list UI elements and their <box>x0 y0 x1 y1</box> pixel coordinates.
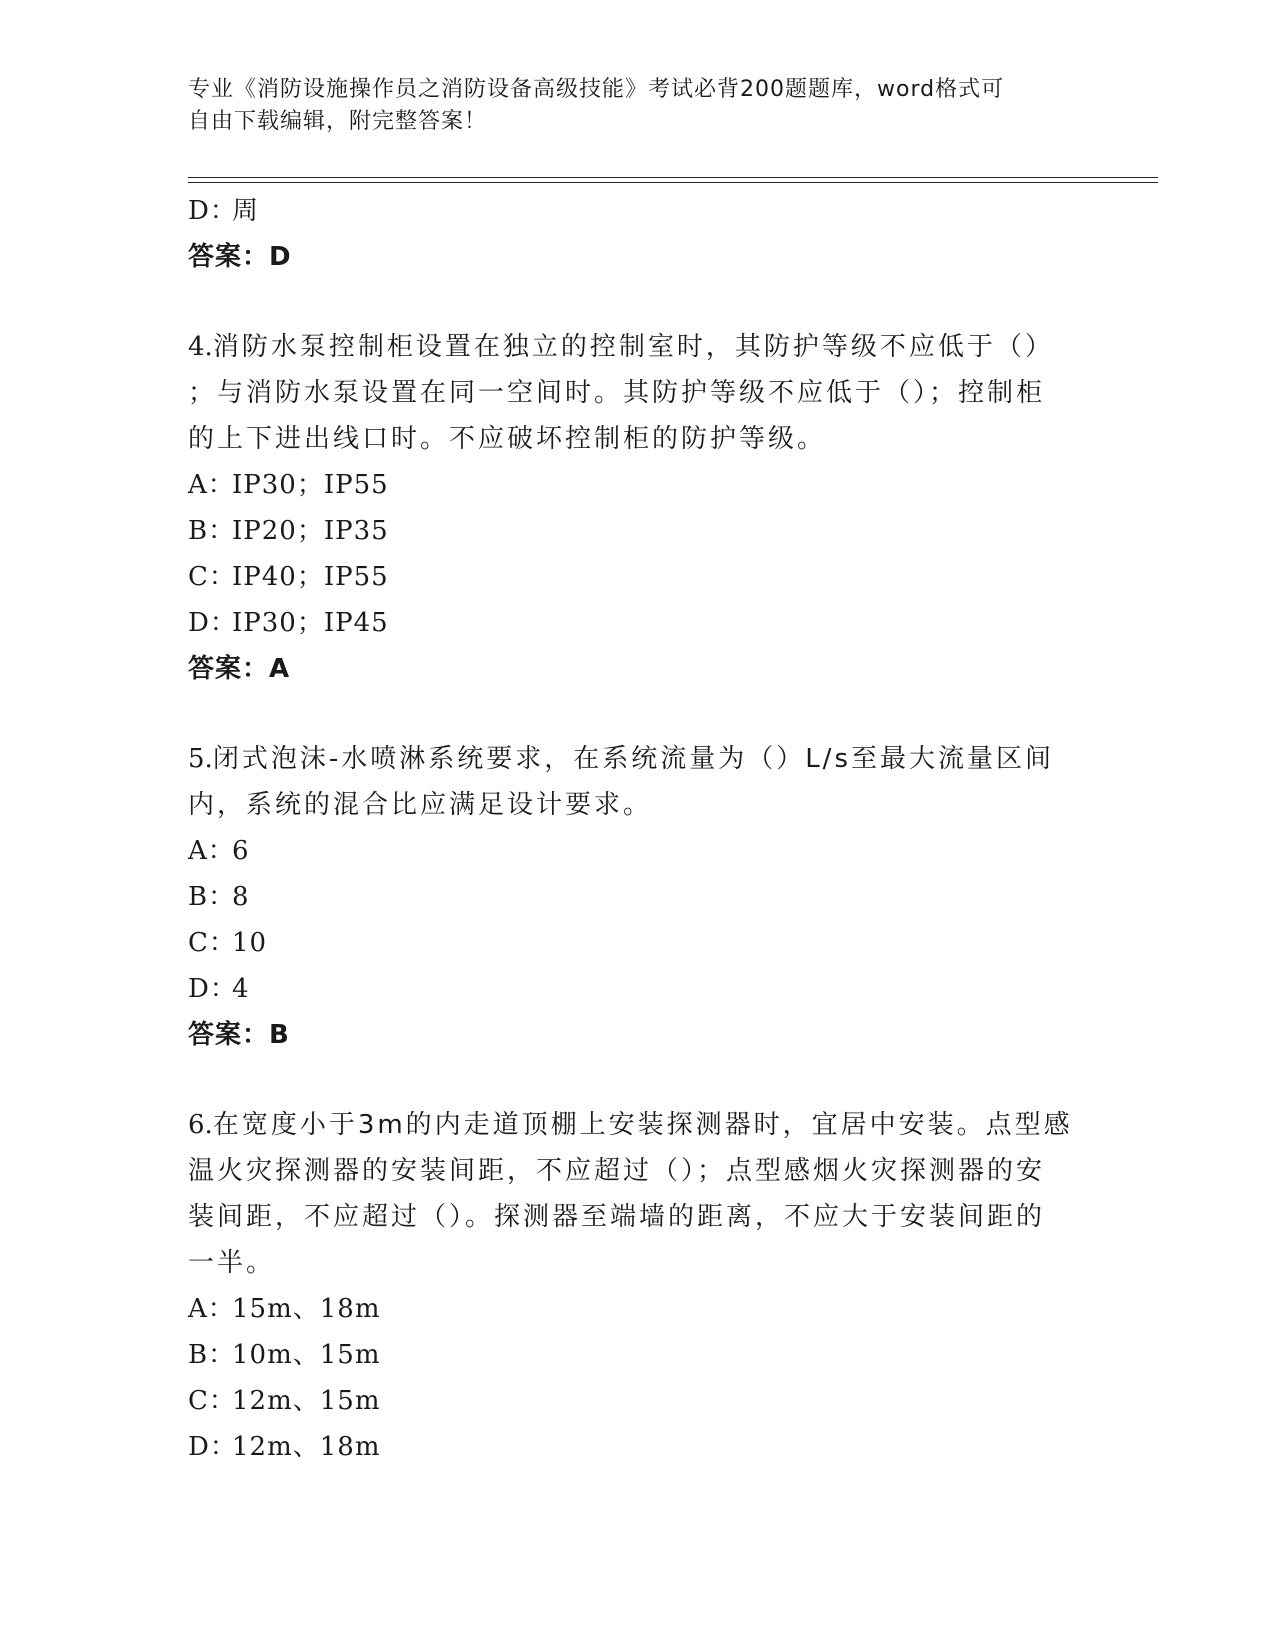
option-text: 周 <box>232 196 260 226</box>
question-6-option-b <box>188 1332 1088 1378</box>
question-5-option-a <box>188 828 1088 874</box>
question-6-option-a <box>188 1286 1088 1332</box>
question-4-line-2: ；与消防水泵设置在同一空间时。其防护等级不应低于（）；控制柜 <box>188 378 1046 408</box>
question-number: 5. <box>188 744 213 774</box>
question-4-option-a <box>188 462 1088 508</box>
option-text: IP40；IP55 <box>232 562 389 592</box>
question-6-line-3: 装间距，不应超过（）。探测器至端墙的距离，不应大于安装间距的 <box>188 1202 1046 1232</box>
header-rule-top <box>188 177 1158 178</box>
question-5-option-b <box>188 874 1088 920</box>
option-label: D： <box>188 196 237 226</box>
option-text: IP20；IP35 <box>232 516 389 546</box>
option-label: D： <box>188 1432 237 1462</box>
option-label: C： <box>188 562 236 592</box>
question-5-line-2: 内，系统的混合比应满足设计要求。 <box>188 790 653 820</box>
question-6-line-4: 一半。 <box>188 1248 276 1278</box>
option-text: 8 <box>232 882 250 912</box>
question-number: 4. <box>188 332 213 362</box>
header-rule-bottom <box>188 182 1158 183</box>
option-text: 4 <box>232 974 250 1004</box>
prev-option-d <box>188 188 1088 234</box>
option-text: 12m、18m <box>232 1432 381 1462</box>
question-4 <box>188 324 1088 692</box>
option-text: 15m、18m <box>232 1294 381 1324</box>
question-6-option-d <box>188 1424 1088 1470</box>
question-4-option-b <box>188 508 1088 554</box>
option-text: 10m、15m <box>232 1340 381 1370</box>
option-label: C： <box>188 1386 236 1416</box>
question-5-line-1 <box>188 736 1088 782</box>
prev-answer: 答案：D <box>188 242 292 272</box>
question-4-line-3: 的上下进出线口时。不应破坏控制柜的防护等级。 <box>188 424 827 454</box>
question-4-option-c <box>188 554 1088 600</box>
option-label: A： <box>188 836 235 866</box>
option-label: A： <box>188 470 235 500</box>
option-text: 6 <box>232 836 250 866</box>
option-label: B： <box>188 1340 236 1370</box>
question-4-line-1 <box>188 324 1088 370</box>
option-text: 12m、15m <box>232 1386 381 1416</box>
question-text: 在宽度小于3m的内走道顶棚上安装探测器时，宜居中安装。点型感 <box>212 1110 1073 1140</box>
question-5 <box>188 736 1088 1058</box>
question-6 <box>188 1102 1088 1470</box>
document-body <box>188 188 1088 1470</box>
question-6-option-c <box>188 1378 1088 1424</box>
option-label: B： <box>188 882 236 912</box>
header-line-2: 自由下载编辑，附完整答案！ <box>188 109 488 134</box>
option-text: 10 <box>232 928 268 958</box>
option-label: B： <box>188 516 236 546</box>
question-text: 消防水泵控制柜设置在独立的控制室时，其防护等级不应低于（） <box>212 332 1054 362</box>
document-header <box>188 74 1068 138</box>
option-label: C： <box>188 928 236 958</box>
option-text: IP30；IP55 <box>232 470 389 500</box>
question-4-option-d <box>188 600 1088 646</box>
question-4-answer: 答案：A <box>188 654 291 684</box>
question-5-option-c <box>188 920 1088 966</box>
question-number: 6. <box>188 1110 213 1140</box>
question-6-line-2: 温火灾探测器的安装间距，不应超过（）；点型感烟火灾探测器的安 <box>188 1156 1046 1186</box>
question-5-option-d <box>188 966 1088 1012</box>
question-5-answer: 答案：B <box>188 1020 290 1050</box>
option-label: A： <box>188 1294 235 1324</box>
question-text: 闭式泡沫-水喷淋系统要求，在系统流量为（）L/s至最大流量区间 <box>212 744 1054 774</box>
question-6-line-1 <box>188 1102 1088 1148</box>
option-text: IP30；IP45 <box>232 608 389 638</box>
option-label: D： <box>188 974 237 1004</box>
header-line-1: 专业《消防设施操作员之消防设备高级技能》考试必背200题题库，word格式可 <box>188 77 1005 102</box>
option-label: D： <box>188 608 237 638</box>
